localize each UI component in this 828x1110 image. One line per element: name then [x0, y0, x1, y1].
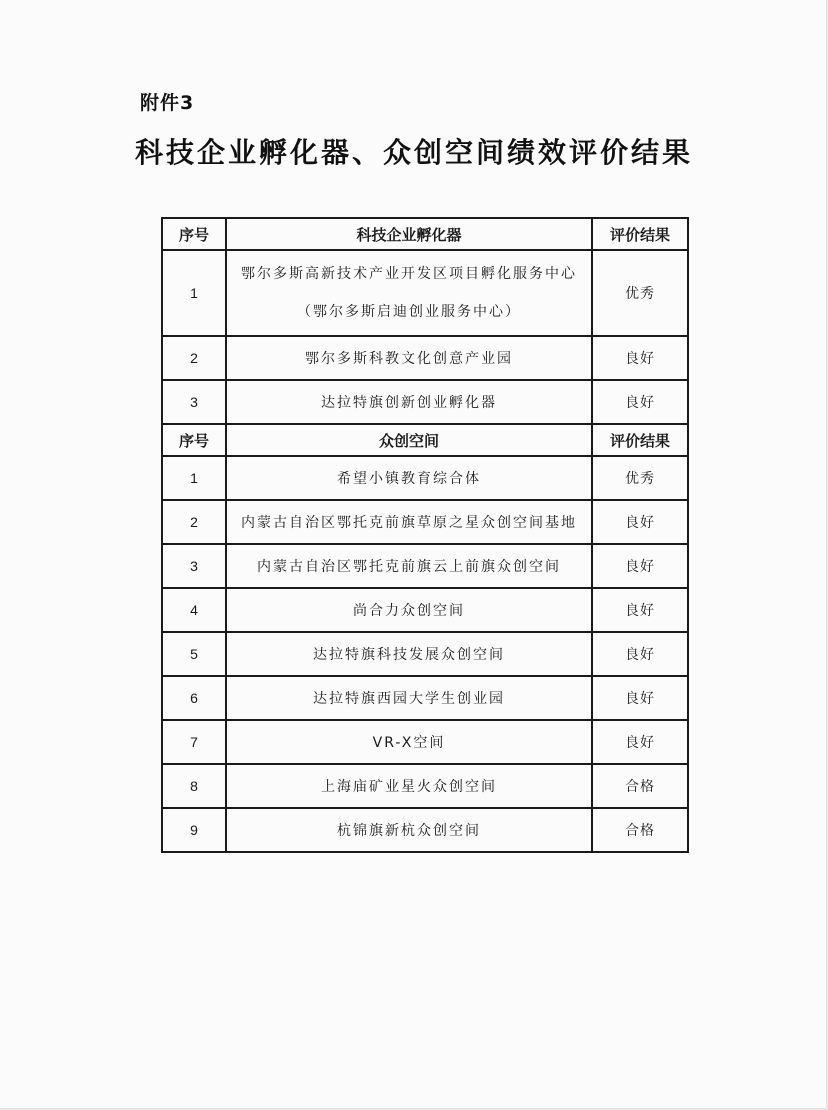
space-name: 希望小镇教育综合体: [226, 456, 592, 500]
space-name: 上海庙矿业星火众创空间: [226, 764, 592, 808]
serial-number: 5: [162, 632, 226, 676]
serial-number: 2: [162, 336, 226, 380]
header-result: 评价结果: [592, 218, 688, 250]
incubator-name-sub: （鄂尔多斯启迪创业服务中心）: [297, 304, 521, 320]
table-row: [162, 632, 688, 676]
table-row: [162, 250, 688, 336]
space-name: 内蒙古自治区鄂托克前旗草原之星众创空间基地: [226, 500, 592, 544]
table-row: [162, 544, 688, 588]
serial-number: 8: [162, 764, 226, 808]
table-row: [162, 588, 688, 632]
table-row: [162, 720, 688, 764]
serial-number: 1: [162, 250, 226, 336]
space-header-row: [162, 424, 688, 456]
table-row: [162, 336, 688, 380]
space-name: 杭锦旗新杭众创空间: [226, 808, 592, 852]
table-row: [162, 764, 688, 808]
table-row: [162, 500, 688, 544]
table-row: [162, 380, 688, 424]
incubator-name: 鄂尔多斯科教文化创意产业园: [226, 336, 592, 380]
space-name: 达拉特旗西园大学生创业园: [226, 676, 592, 720]
evaluation-result: 良好: [592, 500, 688, 544]
space-name: 内蒙古自治区鄂托克前旗云上前旗众创空间: [226, 544, 592, 588]
serial-number: 1: [162, 456, 226, 500]
serial-number: 7: [162, 720, 226, 764]
incubator-name-main: 鄂尔多斯高新技术产业开发区项目孵化服务中心: [241, 266, 577, 282]
table-row: [162, 456, 688, 500]
space-name: 达拉特旗科技发展众创空间: [226, 632, 592, 676]
evaluation-result: 优秀: [592, 250, 688, 336]
table-row: [162, 808, 688, 852]
evaluation-result: 良好: [592, 588, 688, 632]
evaluation-results-table: [161, 217, 689, 853]
serial-number: 3: [162, 544, 226, 588]
evaluation-result: 良好: [592, 720, 688, 764]
incubator-name: 达拉特旗创新创业孵化器: [226, 380, 592, 424]
evaluation-result: 良好: [592, 544, 688, 588]
page-title: 科技企业孵化器、众创空间绩效评价结果: [134, 136, 693, 169]
serial-number: 2: [162, 500, 226, 544]
evaluation-result: 合格: [592, 808, 688, 852]
evaluation-result: 优秀: [592, 456, 688, 500]
space-name: VR-X空间: [226, 720, 592, 764]
table-row: [162, 676, 688, 720]
serial-number: 3: [162, 380, 226, 424]
evaluation-result: 良好: [592, 380, 688, 424]
serial-number: 6: [162, 676, 226, 720]
attachment-label: 附件3: [140, 92, 195, 114]
header-serial-number: 序号: [162, 218, 226, 250]
header-incubator-name: 科技企业孵化器: [226, 218, 592, 250]
incubator-name: [226, 250, 592, 336]
evaluation-result: 良好: [592, 632, 688, 676]
evaluation-result: 合格: [592, 764, 688, 808]
space-name: 尚合力众创空间: [226, 588, 592, 632]
header-serial-number: 序号: [162, 424, 226, 456]
header-result: 评价结果: [592, 424, 688, 456]
serial-number: 4: [162, 588, 226, 632]
evaluation-result: 良好: [592, 676, 688, 720]
incubator-header-row: [162, 218, 688, 250]
serial-number: 9: [162, 808, 226, 852]
evaluation-result: 良好: [592, 336, 688, 380]
header-space-name: 众创空间: [226, 424, 592, 456]
